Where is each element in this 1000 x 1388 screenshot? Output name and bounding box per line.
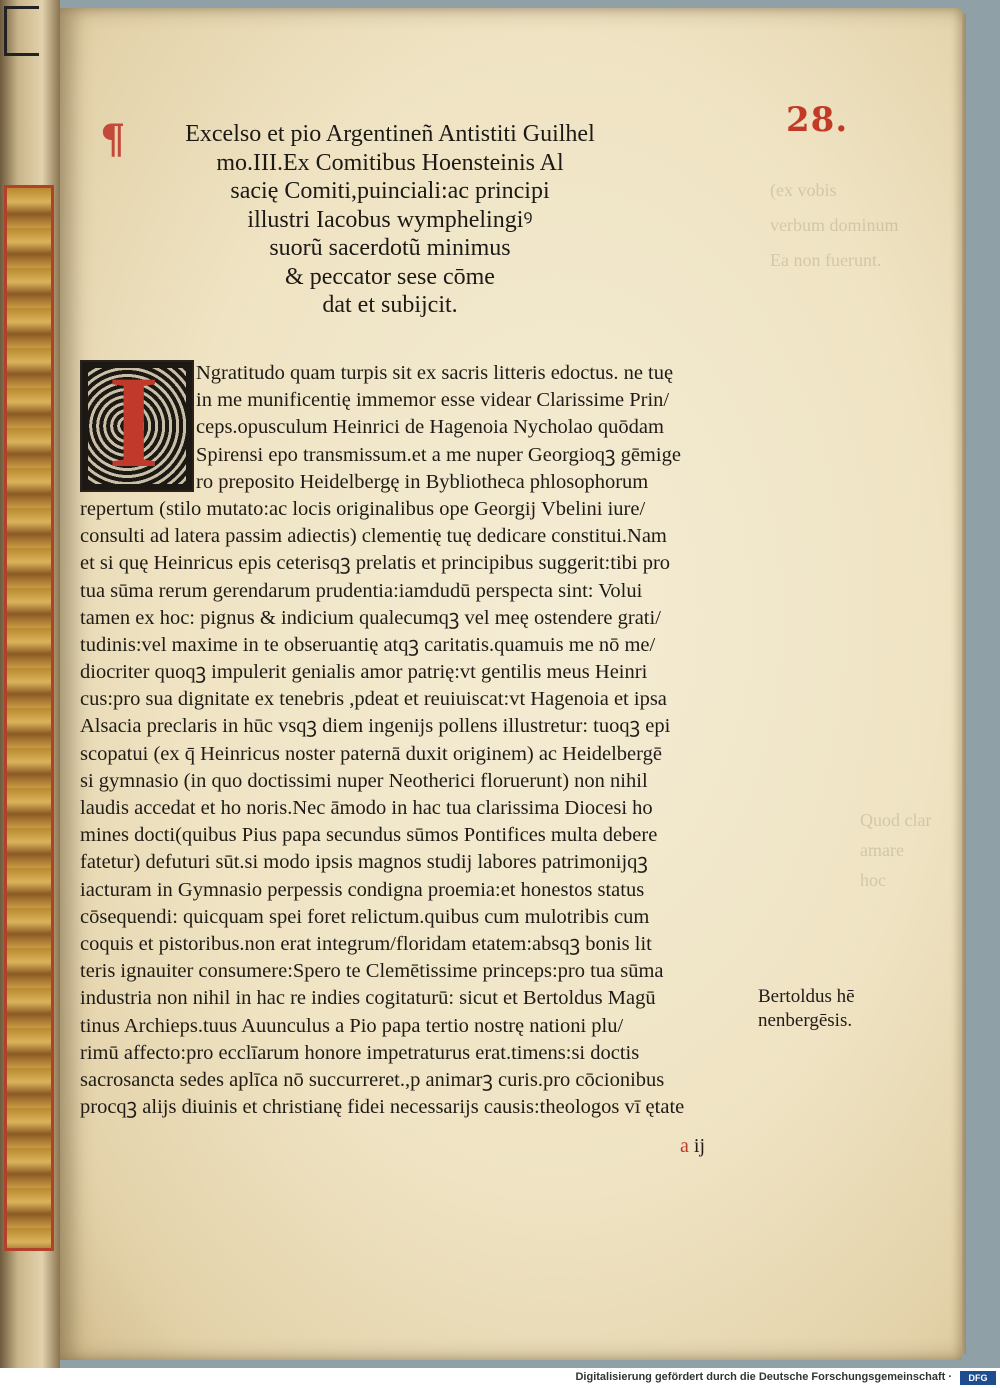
footer-bar (0, 1368, 1000, 1388)
text-line: laudis accedat et ho noris.Nec āmodo in hac tua clarissima Diocesi ho (80, 797, 653, 819)
drop-cap-letter: I (108, 360, 160, 492)
heading-line: dat et subijcit. (322, 292, 458, 318)
text-line: rimū affecto:pro ecclīarum honore impetraturus erat.timens:si doctis (80, 1041, 640, 1064)
text-line: industria non nihil in hac re indies cogitaturū: sicut et Bertoldus Magū (80, 987, 656, 1010)
funding-credit: Digitalisierung gefördert durch die Deutsche Forschungsgemeinschaft · (575, 1371, 952, 1383)
text-line: teris ignauiter consumere:Spero te Clemētissime princeps:pro tua sūma (80, 960, 664, 983)
text-line: iacturam in Gymnasio perpessis condigna proemia:et honestos status (80, 878, 645, 901)
heading-line: illustri Iacobus wymphelingiꝰ (247, 206, 533, 233)
text-line: ceps.opusculum Heinrici de Hagenoia Nycholao quōdam (196, 416, 664, 439)
marginal-note-line: Bertoldus hē (758, 986, 855, 1007)
dfg-logo-icon: DFG (960, 1371, 996, 1385)
signature-letter: a (680, 1135, 689, 1157)
text-line: Ngratitudo quam turpis sit ex sacris litteris edoctus. ne tuę (196, 362, 674, 384)
heading-line: mo.III.Ex Comitibus Hoensteinis Al (216, 149, 564, 176)
text-line: Spirensi epo transmissum.et a me nuper Georgioqꝫ gēmige (196, 443, 681, 466)
text-line: si gymnasio (in quo doctissimi nuper Neotherici floruerunt) non nihil (80, 769, 648, 792)
previous-page-decorated-border (4, 185, 54, 1251)
text-line: scopatui (ex q̄ Heinricus noster paternā duxit originem) ac Heidelbergē (80, 742, 662, 765)
show-through-text: (ex vobis (770, 180, 837, 200)
text-line: in me munificentię immemor esse videar Clarissime Prin/ (196, 389, 670, 412)
text-line: et si quę Heinricus epis ceterisqꝫ prelatis et principibus suggerit:tibi pro (80, 552, 671, 575)
marginal-note (758, 985, 855, 1033)
show-through-text: amare (860, 840, 904, 860)
heading-line: Excelso et pio Argentineñ Antistiti Guilhel (185, 121, 595, 147)
show-through-text: hoc (860, 870, 886, 890)
show-through-text: verbum dominum (770, 215, 899, 235)
text-line: diocriter quoqꝫ impulerit genialis amor patrię:vt gentilis meus Heinri (80, 661, 648, 684)
heading-line: sacię Comiti,puinciali:ac principi (230, 178, 550, 204)
text-line: consulti ad latera passim adiectis) clementię tuę dedicare constitui.Nam (80, 525, 667, 548)
heading-block (100, 116, 670, 320)
text-line: Alsacia preclaris in hūc vsqꝫ diem ingenijs pollens illustretur: tuoqꝫ epi (80, 715, 671, 738)
show-through-text: Quod clar (860, 810, 932, 830)
paragraph-mark-icon: ¶ (100, 116, 126, 163)
previous-page-edge (0, 0, 60, 1368)
text-line: ro preposito Heidelbergę in Bybliotheca phlosophorum (196, 470, 649, 493)
signature-number: ij (693, 1135, 706, 1157)
signature-mark (680, 1135, 705, 1158)
heading-line: & peccator sese cōme (285, 263, 495, 290)
text-line: repertum (stilo mutato:ac locis originalibus ope Georgij Vbelini iure/ (80, 497, 646, 520)
text-line: coquis et pistoribus.non erat integrum/floridam etatem:absqꝫ bonis lit (80, 932, 652, 955)
previous-page-corner-mark (4, 6, 39, 56)
show-through-text: Ea non fuerunt. (770, 250, 882, 270)
text-line: fatetur) defuturi sūt.si modo ipsis magnos studij labores patrimonijqꝫ (80, 851, 648, 874)
text-line: cus:pro sua dignitate ex tenebris ,pdeat et reuiuiscat:vt Hagenoia et ipsa (80, 688, 667, 711)
text-line: tinus Archieps.tuus Auunculus a Pio papa tertio nostrę nationi plu/ (80, 1014, 624, 1037)
text-line: tudinis:vel maxime in te obseruantię atqꝫ caritatis.quamuis me nō me/ (80, 633, 656, 656)
body-text (80, 360, 750, 1121)
text-line: sacrosancta sedes aplīca nō succurreret.,p animarꝫ curis.pro cōcionibus (80, 1068, 665, 1091)
text-line: procqꝫ alijs diuinis et christianę fidei necessarijs causis:theologos vī ętate (80, 1096, 685, 1119)
text-line: cōsequendi: quicquam spei foret relictum.quibus cum mulotribis cum (80, 905, 650, 928)
text-line: tua sūma rerum gerendarum prudentia:iamdudū perspecta sint: Volui (80, 579, 643, 602)
heading-line: suorũ sacerdotũ minimus (269, 235, 511, 261)
text-line: mines docti(quibus Pius papa secundus sūmos Pontifices multa debere (80, 824, 658, 847)
text-line: tamen ex hoc: pignus & indicium qualecumqꝫ vel meę ostendere grati/ (80, 606, 661, 629)
marginal-note-line: nenbergēsis. (758, 1010, 853, 1031)
folio-number: 28. (786, 100, 849, 140)
